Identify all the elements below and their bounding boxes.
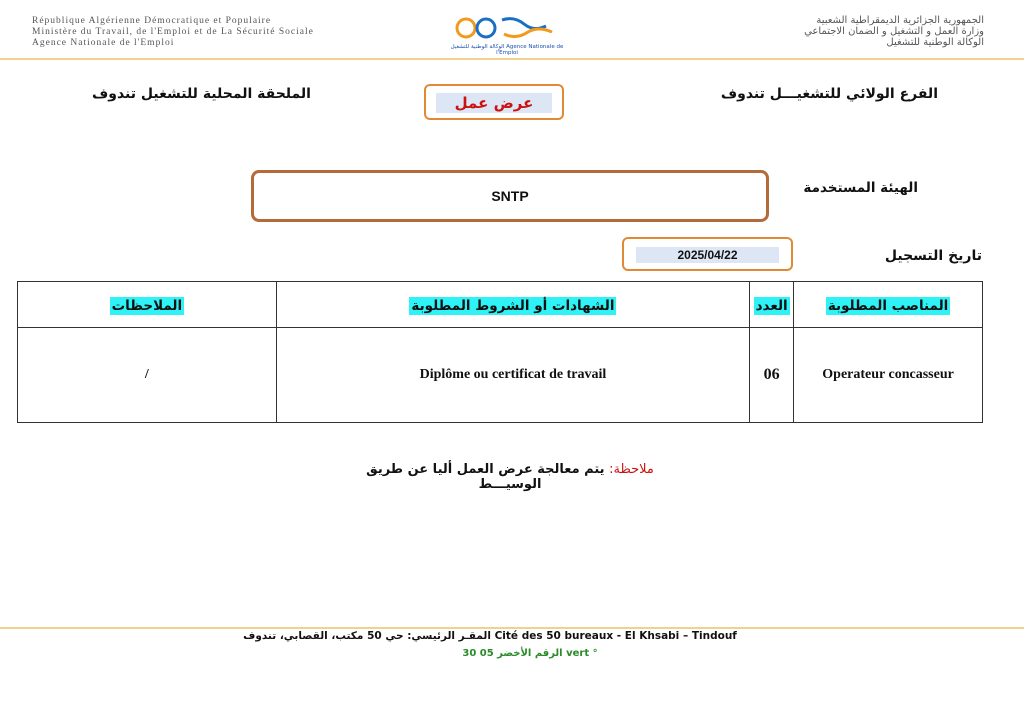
employer-label: الهيئة المستخدمة	[803, 180, 918, 196]
registration-date-label: تاريخ التسجيل	[884, 248, 982, 264]
job-offer-title-box	[424, 84, 564, 120]
note-text: يتم معالجة عرض العمل أليا عن طريق الوسيـــط	[366, 462, 605, 492]
branch-title: الفرع الولائي للتشغيـــل تندوف	[720, 86, 938, 102]
footer-divider	[0, 627, 1024, 629]
footer-green-number: الرقم الأخضر 05 30 vert °	[462, 648, 598, 659]
header-remarks: الملاحظات	[18, 282, 277, 328]
header-ar-line-2: وزارة العمل و التشغيل و الضمان الاجتماعي	[804, 26, 984, 37]
header-french	[32, 16, 422, 49]
table-header-row	[18, 282, 983, 328]
header-fr-line-3: Agence Nationale de l'Emploi	[32, 38, 175, 48]
cell-count: 06	[750, 328, 794, 423]
registration-date-box	[622, 237, 793, 271]
header-ar-line-3: الوكالة الوطنية للتشغيل	[886, 37, 984, 48]
footer-address: المقـر الرئيسي: حي 50 مكتب، القصابي، تندوف Cité des 50 bureaux - El Khsabi – Tindouf	[243, 630, 737, 642]
employer-value: SNTP	[491, 188, 529, 204]
job-offer-title: عرض عمل	[436, 93, 552, 113]
header-divider	[0, 58, 1024, 60]
logo-caption: الوكالة الوطنية للتشغيل Agence Nationale de l'Emploi	[450, 44, 564, 56]
registration-date-value: 2025/04/22	[636, 247, 779, 263]
note-label: ملاحظة:	[609, 462, 654, 477]
cell-position: Operateur concasseur	[794, 328, 983, 423]
cell-requirements: Diplôme ou certificat de travail	[276, 328, 749, 423]
header-count: العدد	[750, 282, 794, 328]
header-positions: المناصب المطلوبة	[794, 282, 983, 328]
employer-value-box	[251, 170, 769, 222]
table-row	[18, 328, 983, 423]
local-annex-title: الملحقة المحلية للتشغيل تندوف	[92, 86, 311, 102]
jobs-table	[17, 281, 983, 423]
cell-remarks: /	[18, 328, 277, 423]
anem-logo-icon	[444, 14, 570, 44]
header-fr-line-1: République Algérienne Démocratique et Populaire	[32, 16, 272, 26]
header-ar-line-1: الجمهورية الجزائرية الديمقراطية الشعبية	[816, 15, 984, 26]
header-arabic	[564, 15, 984, 48]
header-requirements: الشهادات أو الشروط المطلوبة	[276, 282, 749, 328]
header-fr-line-2: Ministère du Travail, de l'Emploi et de La Sécurité Sociale	[32, 27, 314, 37]
processing-note	[340, 462, 680, 492]
